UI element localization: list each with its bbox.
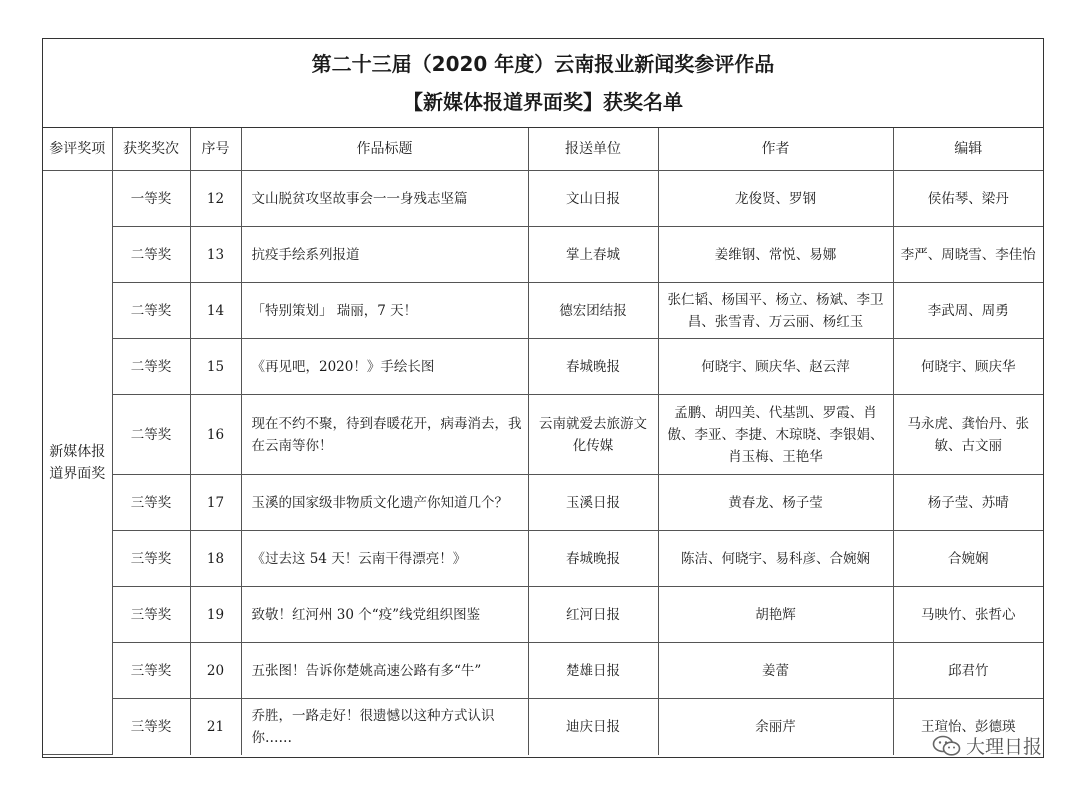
authors-cell: 姜维钢、常悦、易娜 bbox=[658, 227, 893, 283]
award-level-cell: 二等奖 bbox=[112, 339, 190, 395]
number-cell: 20 bbox=[190, 643, 241, 699]
award-level-cell: 一等奖 bbox=[112, 171, 190, 227]
work-title-cell: 致敬！红河州 30 个“疫”线党组织图鉴 bbox=[241, 587, 528, 643]
document-title: 第二十三届（2020 年度）云南报业新闻奖参评作品 bbox=[311, 52, 775, 76]
number-cell: 21 bbox=[190, 699, 241, 755]
number-cell: 13 bbox=[190, 227, 241, 283]
work-title-cell: 《过去这 54 天！云南干得漂亮！》 bbox=[241, 531, 528, 587]
work-title-cell: 「特别策划」 瑞丽，7 天！ bbox=[241, 283, 528, 339]
number-cell: 19 bbox=[190, 587, 241, 643]
award-level-cell: 二等奖 bbox=[112, 227, 190, 283]
editors-cell: 何晓宇、顾庆华 bbox=[893, 339, 1043, 395]
header-unit: 报送单位 bbox=[528, 128, 658, 171]
number-cell: 15 bbox=[190, 339, 241, 395]
number-cell: 14 bbox=[190, 283, 241, 339]
award-level-cell: 三等奖 bbox=[112, 587, 190, 643]
authors-cell: 黄春龙、杨子莹 bbox=[658, 475, 893, 531]
editors-cell: 邱君竹 bbox=[893, 643, 1043, 699]
work-title-cell: 抗疫手绘系列报道 bbox=[241, 227, 528, 283]
work-title-cell: 玉溪的国家级非物质文化遗产你知道几个？ bbox=[241, 475, 528, 531]
award-level-cell: 二等奖 bbox=[112, 395, 190, 475]
award-level-cell: 三等奖 bbox=[112, 643, 190, 699]
source-watermark bbox=[932, 732, 1042, 759]
award-level-cell: 三等奖 bbox=[112, 531, 190, 587]
award-level-cell: 三等奖 bbox=[112, 699, 190, 755]
authors-cell: 何晓宇、顾庆华、赵云萍 bbox=[658, 339, 893, 395]
number-cell: 12 bbox=[190, 171, 241, 227]
unit-cell: 玉溪日报 bbox=[528, 475, 658, 531]
authors-cell: 龙俊贤、罗钢 bbox=[658, 171, 893, 227]
header-number: 序号 bbox=[190, 128, 241, 171]
category-cell: 新媒体报道界面奖 bbox=[43, 171, 112, 755]
number-cell: 17 bbox=[190, 475, 241, 531]
title-block bbox=[43, 39, 1043, 128]
table-row bbox=[43, 643, 1043, 699]
table-row bbox=[43, 531, 1043, 587]
header-authors: 作者 bbox=[658, 128, 893, 171]
award-level-cell: 二等奖 bbox=[112, 283, 190, 339]
authors-cell: 胡艳辉 bbox=[658, 587, 893, 643]
table-row bbox=[43, 283, 1043, 339]
header-editors: 编辑 bbox=[893, 128, 1043, 171]
unit-cell: 春城晚报 bbox=[528, 339, 658, 395]
table-row bbox=[43, 339, 1043, 395]
authors-cell: 姜蕾 bbox=[658, 643, 893, 699]
unit-cell: 红河日报 bbox=[528, 587, 658, 643]
table-header-row bbox=[43, 128, 1043, 171]
award-table bbox=[43, 128, 1043, 755]
number-cell: 18 bbox=[190, 531, 241, 587]
table-row bbox=[43, 227, 1043, 283]
header-category: 参评奖项 bbox=[43, 128, 112, 171]
wechat-icon bbox=[932, 735, 962, 757]
unit-cell: 春城晚报 bbox=[528, 531, 658, 587]
document-subtitle: 【新媒体报道界面奖】获奖名单 bbox=[403, 90, 683, 114]
editors-cell: 杨子莹、苏晴 bbox=[893, 475, 1043, 531]
table-row bbox=[43, 171, 1043, 227]
table-row bbox=[43, 395, 1043, 475]
table-row bbox=[43, 587, 1043, 643]
work-title-cell: 文山脱贫攻坚故事会一一身残志坚篇 bbox=[241, 171, 528, 227]
authors-cell: 孟鹏、胡四美、代基凯、罗霞、肖傲、李亚、李捷、木琼晓、李银娟、肖玉梅、王艳华 bbox=[658, 395, 893, 475]
work-title-cell: 五张图！告诉你楚姚高速公路有多“牛” bbox=[241, 643, 528, 699]
editors-cell: 李严、周晓雪、李佳怡 bbox=[893, 227, 1043, 283]
editors-cell: 合婉娴 bbox=[893, 531, 1043, 587]
table-row bbox=[43, 475, 1043, 531]
work-title-cell: 乔胜，一路走好！很遗憾以这种方式认识你…… bbox=[241, 699, 528, 755]
editors-cell: 马映竹、张哲心 bbox=[893, 587, 1043, 643]
authors-cell: 张仁韬、杨国平、杨立、杨斌、李卫昌、张雪青、万云丽、杨红玉 bbox=[658, 283, 893, 339]
unit-cell: 文山日报 bbox=[528, 171, 658, 227]
unit-cell: 云南就爱去旅游文化传媒 bbox=[528, 395, 658, 475]
work-title-cell: 《再见吧，2020！》手绘长图 bbox=[241, 339, 528, 395]
table-row bbox=[43, 699, 1043, 755]
work-title-cell: 现在不约不聚，待到春暖花开，病毒消去，我在云南等你！ bbox=[241, 395, 528, 475]
authors-cell: 陈洁、何晓宇、易科彦、合婉娴 bbox=[658, 531, 893, 587]
unit-cell: 迪庆日报 bbox=[528, 699, 658, 755]
authors-cell: 余丽芹 bbox=[658, 699, 893, 755]
unit-cell: 掌上春城 bbox=[528, 227, 658, 283]
unit-cell: 德宏团结报 bbox=[528, 283, 658, 339]
award-list-sheet bbox=[42, 38, 1044, 758]
editors-cell: 李武周、周勇 bbox=[893, 283, 1043, 339]
editors-cell: 王瑄怡、彭德瑛 bbox=[893, 699, 1043, 755]
unit-cell: 楚雄日报 bbox=[528, 643, 658, 699]
number-cell: 16 bbox=[190, 395, 241, 475]
header-work-title: 作品标题 bbox=[241, 128, 528, 171]
award-level-cell: 三等奖 bbox=[112, 475, 190, 531]
watermark-text: 大理日报 bbox=[965, 736, 1042, 758]
editors-cell: 马永虎、龚怡丹、张敏、古文丽 bbox=[893, 395, 1043, 475]
editors-cell: 侯佑琴、梁丹 bbox=[893, 171, 1043, 227]
header-award-level: 获奖奖次 bbox=[112, 128, 190, 171]
